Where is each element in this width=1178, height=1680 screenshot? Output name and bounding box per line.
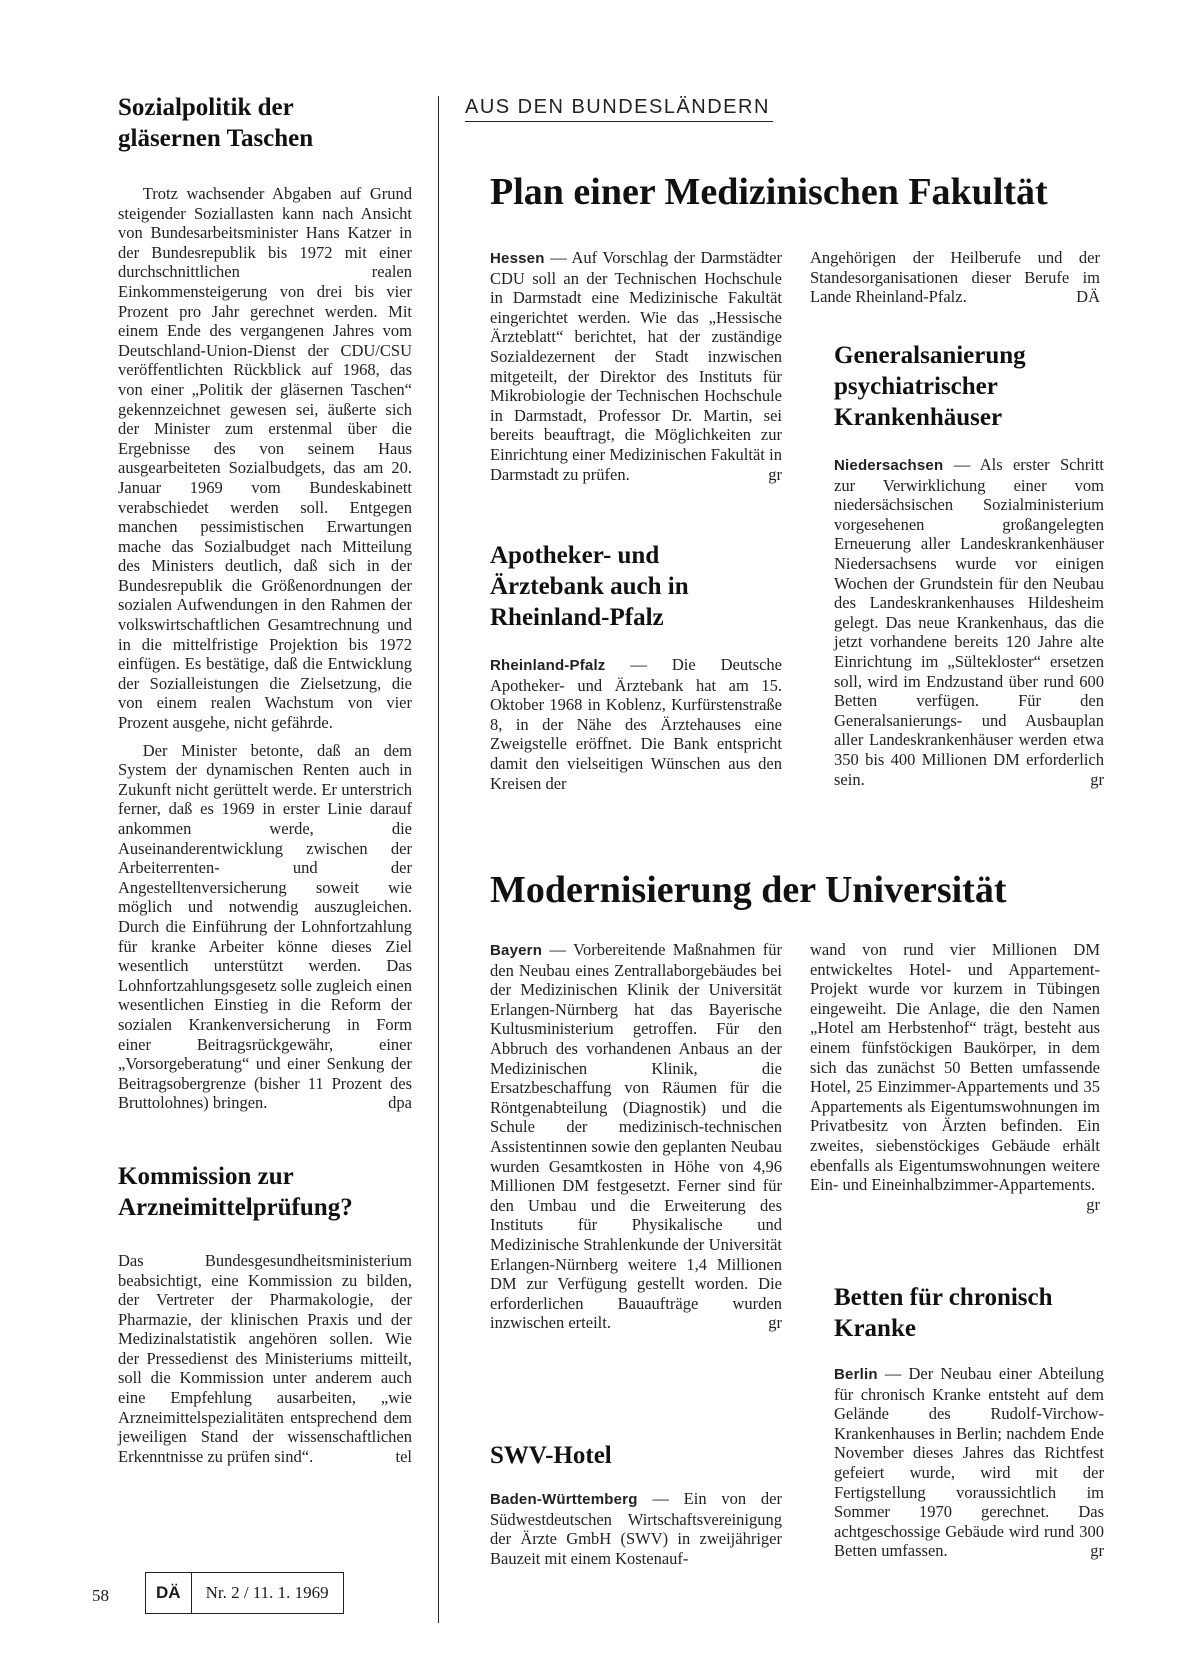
section-kicker: AUS DEN BUNDESLÄNDERN <box>465 96 770 118</box>
column-divider <box>438 96 439 1623</box>
signature: gr <box>768 464 782 484</box>
headline-betten: Betten für chronisch Kranke <box>834 1284 1053 1342</box>
signature: gr <box>768 1313 782 1333</box>
place-baden-wuerttemberg: Baden-Württemberg <box>490 1491 638 1508</box>
place-rheinland-pfalz: Rheinland-Pfalz <box>490 657 606 674</box>
headline-sozialpolitik: Sozialpolitik der gläsernen Taschen <box>118 94 314 152</box>
headline-generalsanierung: Generalsanierung psychiatrischer Krankenhäuser <box>834 342 1026 431</box>
article-swv-continuation: wand von rund vier Millionen DM entwickeltes Hotel- und Appartement-Projekt wurde vor kurzem in Tübingen eingeweiht. Die Anlage, die den Namen „Hotel am Herbstenhof“ trägt, besteht aus einem fünfstöckigen Baukörper, in dem sich das zunächst 50 Betten umfassende Hotel, 25 Einzimmer-Appartements und 35 Appartements als Eigentumswohnungen im Privatbesitz von Ärzten befinden. Ein zweites, siebenstöckiges Gebäude erhält ebenfalls als Eigentumswohnungen weitere Ein- und Eineinhalbzimmer-Appartements. gr <box>810 940 1100 1214</box>
headline-swv: SWV-Hotel <box>490 1442 612 1469</box>
signature: gr <box>1090 769 1104 789</box>
headline-modernisierung: Modernisierung der Universität <box>490 869 1007 911</box>
article-betten: Betten für chronisch Kranke Berlin — Der Neubau einer Abteilung für chronisch Kranke entsteht auf dem Gelände des Rudolf-Virchow-Krankenhauses in Berlin; nachdem Ende November dieses Jahres das Richtfest gefeiert wurde, wird mit der Fertigstellung voraussichtlich im Sommer 1970 gerechnet. Das achtgeschossige Gebäude wird rund 300 Betten umfassen. gr <box>834 1284 1105 1561</box>
kommission-body: Das Bundesgesundheitsministerium beabsichtigt, eine Kommission zu bilden, der Vertreter der Pharmakologie, der Pharmazie, der klinischen Praxis und der Medizinalstatistik angehören sollen. Wie der Pressedienst des Ministeriums mitteilt, soll die Kommission unter anderem auch eine Empfehlung ausarbeiten, „wie Arzneimittelspezialitäten entsprechend dem jeweiligen Stand der wissenschaftlichen Erkenntnisse zu prüfen sind“. tel <box>118 1250 412 1466</box>
headline-apotheker: Apotheker- und Ärztebank auch in Rheinland-Pfalz <box>490 542 689 631</box>
place-hessen: Hessen <box>490 250 545 267</box>
issue-box <box>145 1572 344 1614</box>
signature: gr <box>1086 1194 1100 1214</box>
sozialpolitik-paragraph-2: Der Minister betonte, daß an dem System der dynamischen Renten auch in Zukunft nicht gerüttelt werde. Er unterstrich ferner, daß es 1969 in erster Linie darauf ankommen werde, die Auseinanderentwicklung zwischen der Arbeiterrenten- und der Angestelltenversicherung soweit wie möglich und notwendig auszugleichen. Durch die Einführung der Lohnfortzahlung für kranke Arbeiter könne dieses Ziel wesentlich unterstützt werden. Das Lohnfortzahlungsgesetz solle zugleich einen wesentlichen Einstieg in die Reform der sozialen Krankenversicherung in Form einer Beitragsrückgewähr, einer „Vorsorgeberatung“ und einer Senkung der Beitragsobergrenze (bisher 11 Prozent des Bruttolohnes) bringen. dpa <box>118 740 412 1113</box>
place-bayern: Bayern <box>490 942 543 959</box>
publication-logo: DÄ <box>146 1573 192 1613</box>
left-column <box>118 92 412 1622</box>
page-number: 58 <box>92 1586 109 1605</box>
signature: gr <box>1090 1541 1104 1561</box>
headline-kommission: Kommission zur Arzneimittelprüfung? <box>118 1162 353 1221</box>
article-modernisierung: Bayern — Vorbereitende Maßnahmen für den Neubau eines Zentrallaborgebäudes bei der Medizinischen Klinik der Universität Erlangen-Nürnberg hat das Bayerische Kultusministerium getroffen. Für den Abbruch des vorhandenen Anbaus an der Medizinischen Klinik, die Ersatzbeschaffung von Räumen für die Röntgenabteilung (Diagnostik) und die Schule der medizinisch-technischen Assistentinnen sowie den geplanten Neubau wurden Gesamtkosten in Höhe von 4,96 Millionen DM festgesetzt. Ferner sind für den Umbau und die Erweiterung des Instituts für Physikalische und Medizinische Strahlenkunde der Universität Erlangen-Nürnberg weitere 1,4 Millionen DM zur Verfügung gestellt worden. Die erforderlichen Bauaufträge wurden inzwischen erteilt. gr <box>490 940 782 1333</box>
article-swv: SWV-Hotel Baden-Württemberg — Ein von der Südwestdeutschen Wirtschaftsvereinigung der Ärzte GmbH (SWV) in zweijähriger Bauzeit mit einem Kostenauf- <box>490 1442 782 1568</box>
place-niedersachsen: Niedersachsen <box>834 457 944 474</box>
article-apotheker: Apotheker- und Ärztebank auch in Rheinland-Pfalz Rheinland-Pfalz — Die Deutsche Apotheker- und Ärztebank hat am 15. Oktober 1968 in Koblenz, Kurfürstenstraße 8, in der Nähe des Ärztehauses eine Zweigstelle eröffnet. Die Bank entspricht damit den vielseitigen Wünschen aus den Kreisen der <box>490 542 782 793</box>
place-berlin: Berlin <box>834 1366 878 1383</box>
sozialpolitik-paragraph-1: Trotz wachsender Abgaben auf Grund steigender Soziallasten kann nach Ansicht von Bundesarbeitsminister Hans Katzer in der Bundesrepublik bis 1972 mit einer durchschnittlichen realen Einkommensteigerung von drei bis vier Prozent pro Jahr gerechnet werden. Mit einem Ende des vergangenen Jahres vom Deutschland-Union-Dienst der CDU/CSU veröffentlichten Rückblick auf 1968, das von einer „Politik der gläsernen Taschen“ gekennzeichnet gewesen sei, äußerte sich der Minister zum erstenmal über die Ergebnisse des von seinem Haus ausgearbeiteten Sozialbudgets, das am 20. Januar 1969 vom Bundeskabinett verabschiedet werden soll. Entgegen manchen pessimistischen Erwartungen mache das Sozialbudget nach Mitteilung des Ministers deutlich, daß sich in der Bundesrepublik die Größenordnungen der sozialen Aufwendungen in den Rahmen der volkswirtschaftlichen Gesamtrechnung und in die mittelfristige Projektion bis 1972 einfügen. Es bestätige, daß die Entwicklung der Sozialleistungen die Zielsetzung, die von einem realen Wachstum von vier Prozent ausgehe, nicht gefährde. <box>118 184 412 733</box>
article-generalsanierung: Generalsanierung psychiatrischer Krankenhäuser Niedersachsen — Als erster Schritt zur Verwirklichung einer vom niedersächsischen Sozialministerium vorgesehenen großangelegten Erneuerung aller Landeskrankenhäuser Niedersachsens wurde vor einigen Wochen der Grundstein für den Neubau des Landeskrankenhauses Hildesheim gelegt. Das neue Krankenhaus, das die jetzt vorhandene bereits 120 Jahre alte Einrichtung im „Sültekloster“ ersetzen soll, wird im Endzustand über rund 600 Betten verfügen. Für den Generalsanierungs- und Ausbauplan aller Landeskrankenhäuser werden etwa 350 bis 400 Millionen DM erforderlich sein. gr <box>834 342 1105 789</box>
article-plan: Hessen — Auf Vorschlag der Darmstädter CDU soll an der Technischen Hochschule in Darmstadt eine Medizinische Fakultät eingerichtet werden. Wie das „Hessische Ärzteblatt“ berichtet, hat der zuständige Sozialdezernent der Stadt inzwischen mitgeteilt, der Direktor des Instituts für Mikrobiologie der Technischen Hochschule in Darmstadt, Professor Dr. Martin, sei bereits beauftragt, die Möglichkeiten zur Einrichtung einer Medizinischen Fakultät in Darmstadt zu prüfen. gr <box>490 248 782 484</box>
signature: DÄ <box>1076 287 1100 307</box>
article-apotheker-continuation: Angehörigen der Heilberufe und der Standesorganisationen dieser Berufe im Lande Rheinland-Pfalz. DÄ <box>810 248 1100 307</box>
kicker-underline <box>465 121 773 122</box>
signature: dpa <box>388 1093 412 1113</box>
signature: tel <box>395 1446 412 1466</box>
issue-date: Nr. 2 / 11. 1. 1969 <box>205 1583 329 1602</box>
headline-plan: Plan einer Medizinischen Fakultät <box>490 171 1048 213</box>
